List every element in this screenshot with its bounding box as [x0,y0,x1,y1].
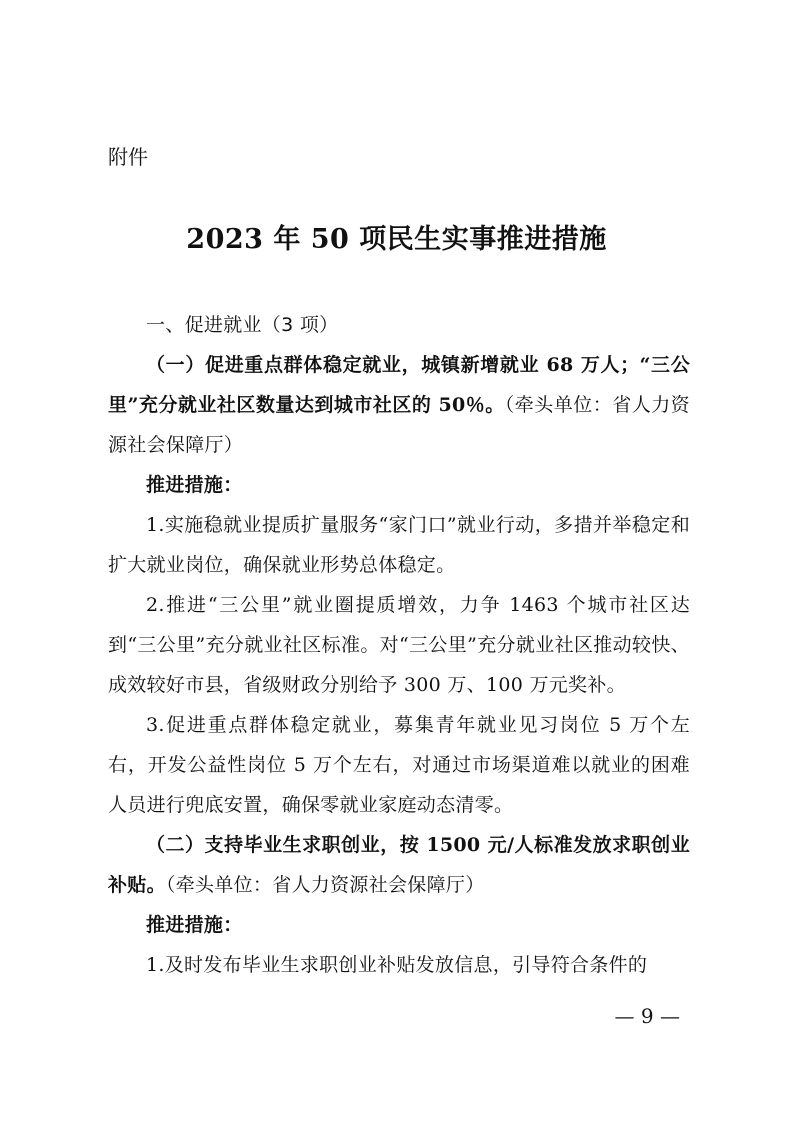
item-2-paragraph [108,825,690,905]
document-title: 2023 年 50 项民生实事推进措施 [186,224,607,255]
item-2-lead-unit: （牵头单位：省人力资源社会保障厅） [165,874,485,896]
item-1-measure-2: 2.推进“三公里”就业圈提质增效，力争 1463 个城市社区达到“三公里”充分就业社区标准。对“三公里”充分就业社区推动较快、成效较好市县，省级财政分别给予 300 万、100 万元奖补。 [108,594,690,696]
item-1-lead-unit: （牵头单位：省人力资源社会保障厅） [108,394,690,456]
section-heading: 一、促进就业（3 项） [146,314,339,336]
item-1-paragraph [108,345,690,465]
item-2-measures-label: 推进措施： [146,914,243,936]
page-number: — 9 — [614,1004,680,1028]
document-body [108,305,690,985]
item-2-measure-1: 1.及时发布毕业生求职创业补贴发放信息，引导符合条件的 [146,954,648,976]
item-1-heading: （一）促进重点群体稳定就业，城镇新增就业 68 万人；“三公里”充分就业社区数量达到城市社区的 50％。 [108,354,690,416]
item-1-measure-3: 3.促进重点群体稳定就业，募集青年就业见习岗位 5 万个左右，开发公益性岗位 5 万个左右，对通过市场渠道难以就业的困难人员进行兜底安置，确保零就业家庭动态清零。 [108,714,690,816]
attachment-label: 附件 [108,145,148,169]
item-2-heading: （二）支持毕业生求职创业，按 1500 元/人标准发放求职创业补贴。 [108,834,690,896]
item-1-measures-label: 推进措施： [146,474,243,496]
item-1-measure-1: 1.实施稳就业提质扩量服务“家门口”就业行动，多措并举稳定和扩大就业岗位，确保就业形势总体稳定。 [108,514,690,576]
